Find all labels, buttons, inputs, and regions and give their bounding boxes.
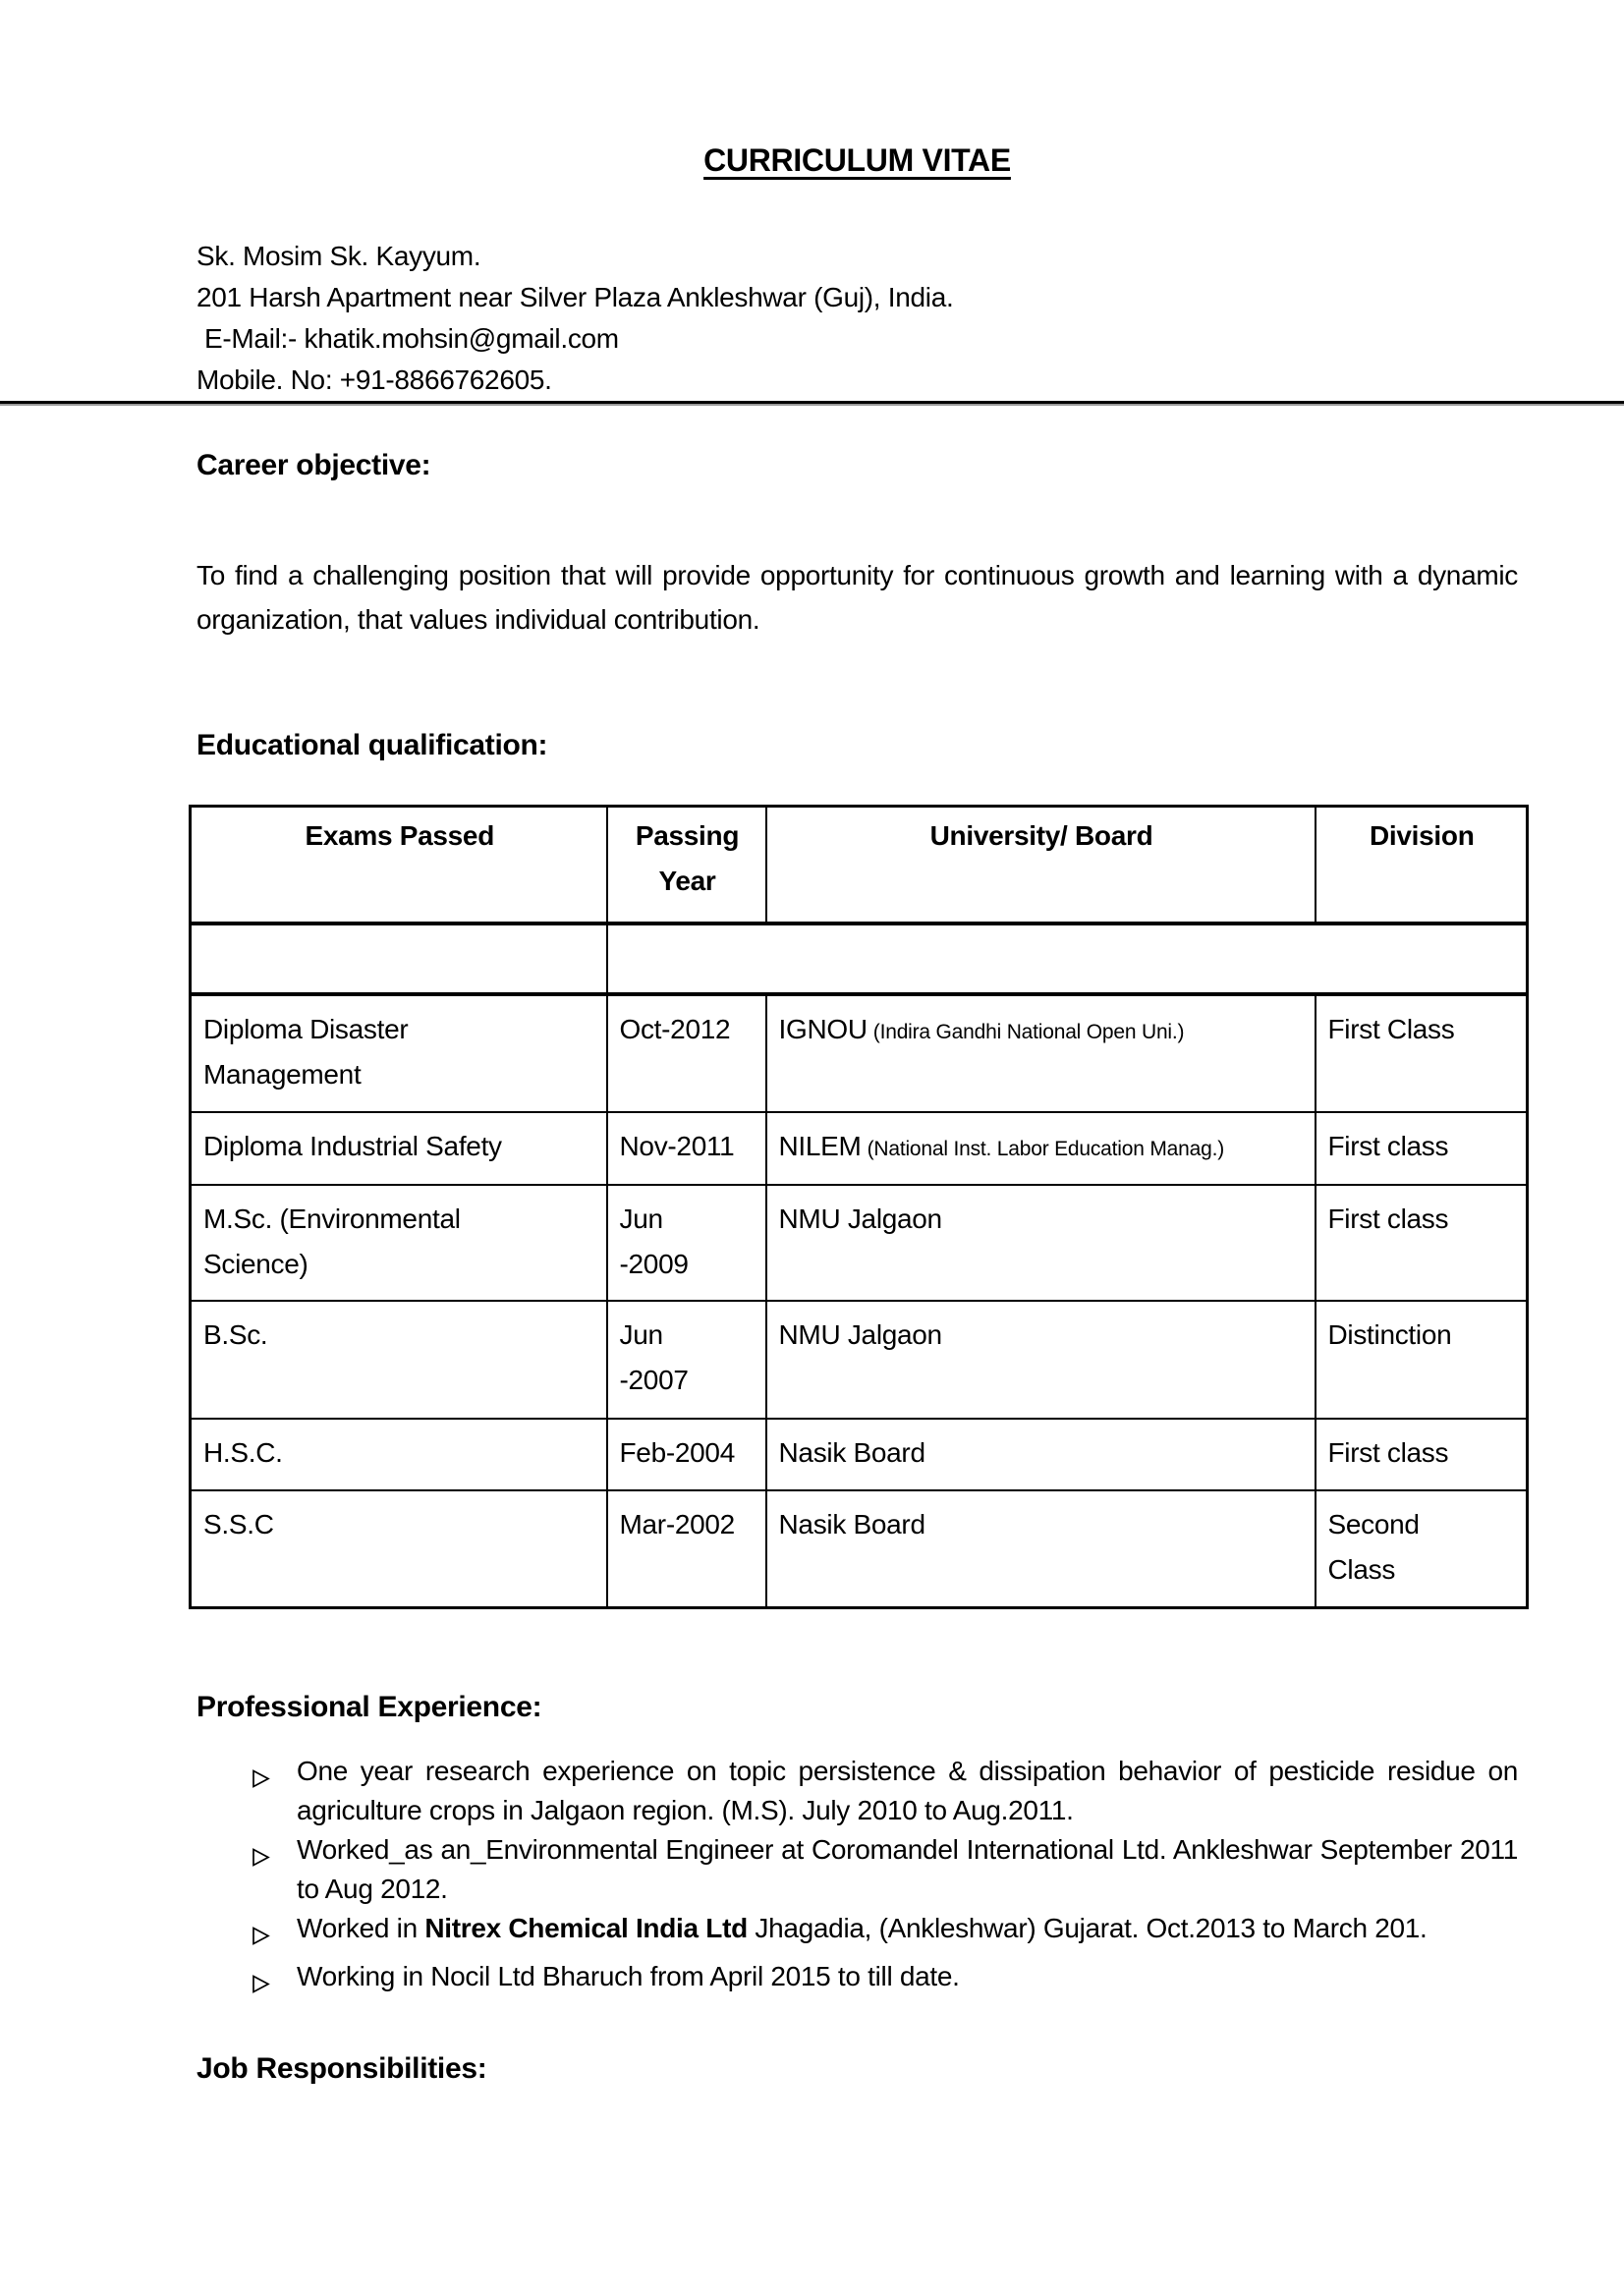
experience-item-text: One year research experience on topic persistence & dissipation behavior of pesticide residue on agriculture crops in Jalgaon region. (M.S). July 2010 to Aug.2011. xyxy=(297,1756,1518,1825)
education-heading: Educational qualification: xyxy=(196,729,548,761)
exam-cell: H.S.C. xyxy=(191,1419,607,1490)
list-item xyxy=(251,1830,1518,1909)
column-header-division: Division xyxy=(1316,807,1528,924)
year-cell: Oct-2012 xyxy=(607,994,766,1112)
page-title: CURRICULUM VITAE xyxy=(703,142,1011,178)
list-item xyxy=(251,1752,1518,1830)
table-row xyxy=(191,994,1528,1112)
table-row xyxy=(191,1301,1528,1419)
board-cell: NMU Jalgaon xyxy=(766,1185,1316,1301)
board-cell: Nasik Board xyxy=(766,1419,1316,1490)
arrow-bullet-icon xyxy=(251,1752,297,1800)
exam-cell: B.Sc. xyxy=(191,1301,607,1419)
experience-heading: Professional Experience: xyxy=(196,1691,542,1723)
table-row xyxy=(191,1419,1528,1490)
board-cell: NMU Jalgaon xyxy=(766,1301,1316,1419)
contact-mobile: Mobile. No: +91-8866762605. xyxy=(196,364,552,395)
table-header-row xyxy=(191,807,1528,924)
division-cell: First class xyxy=(1316,1419,1528,1490)
contact-block xyxy=(196,236,1518,401)
table-row xyxy=(191,1112,1528,1185)
empty-cell xyxy=(607,924,1528,994)
education-table xyxy=(189,805,1529,1609)
arrow-bullet-icon xyxy=(251,1957,297,2005)
year-cell: Jun -2007 xyxy=(607,1301,766,1419)
division-cell: First class xyxy=(1316,1185,1528,1301)
table-row xyxy=(191,1185,1528,1301)
year-cell: Feb-2004 xyxy=(607,1419,766,1490)
board-cell: NILEM (National Inst. Labor Education Manag.) xyxy=(766,1112,1316,1185)
experience-item-text: Working in Nocil Ltd Bharuch from April 2015 to till date. xyxy=(297,1961,960,1991)
arrow-bullet-icon xyxy=(251,1909,297,1957)
contact-address: 201 Harsh Apartment near Silver Plaza Ankleshwar (Guj), India. xyxy=(196,282,954,312)
division-cell: First class xyxy=(1316,1112,1528,1185)
table-empty-row xyxy=(191,924,1528,994)
exam-cell: S.S.C xyxy=(191,1490,607,1608)
table-row xyxy=(191,1490,1528,1608)
division-cell: Second Class xyxy=(1316,1490,1528,1608)
contact-email: E-Mail:- khatik.mohsin@gmail.com xyxy=(204,323,619,354)
job-responsibilities-heading: Job Responsibilities: xyxy=(196,2052,487,2085)
column-header-year: Passing Year xyxy=(607,807,766,924)
year-cell: Jun -2009 xyxy=(607,1185,766,1301)
career-objective-text: To find a challenging position that will provide opportunity for continuous growth and learning with a dynamic organization, that values individual contribution. xyxy=(196,560,1518,635)
exam-cell: Diploma Disaster Management xyxy=(191,994,607,1112)
experience-item-text: Worked in Nitrex Chemical India Ltd Jhagadia, (Ankleshwar) Gujarat. Oct.2013 to March 201. xyxy=(297,1913,1428,1943)
column-header-board: University/ Board xyxy=(766,807,1316,924)
section-divider xyxy=(0,401,1624,406)
board-cell: IGNOU (Indira Gandhi National Open Uni.) xyxy=(766,994,1316,1112)
exam-cell: M.Sc. (Environmental Science) xyxy=(191,1185,607,1301)
empty-cell xyxy=(191,924,607,994)
board-cell: Nasik Board xyxy=(766,1490,1316,1608)
exam-cell: Diploma Industrial Safety xyxy=(191,1112,607,1185)
year-cell: Mar-2002 xyxy=(607,1490,766,1608)
year-cell: Nov-2011 xyxy=(607,1112,766,1185)
experience-list xyxy=(196,1752,1518,2005)
division-cell: Distinction xyxy=(1316,1301,1528,1419)
list-item xyxy=(251,1909,1518,1957)
division-cell: First Class xyxy=(1316,994,1528,1112)
column-header-exams: Exams Passed xyxy=(191,807,607,924)
contact-name: Sk. Mosim Sk. Kayyum. xyxy=(196,241,481,271)
career-objective-heading: Career objective: xyxy=(196,449,431,481)
experience-item-text: Worked_as an_Environmental Engineer at Coromandel International Ltd. Ankleshwar September 2011 to Aug 2012. xyxy=(297,1834,1518,1904)
list-item xyxy=(251,1957,1518,2005)
arrow-bullet-icon xyxy=(251,1830,297,1878)
